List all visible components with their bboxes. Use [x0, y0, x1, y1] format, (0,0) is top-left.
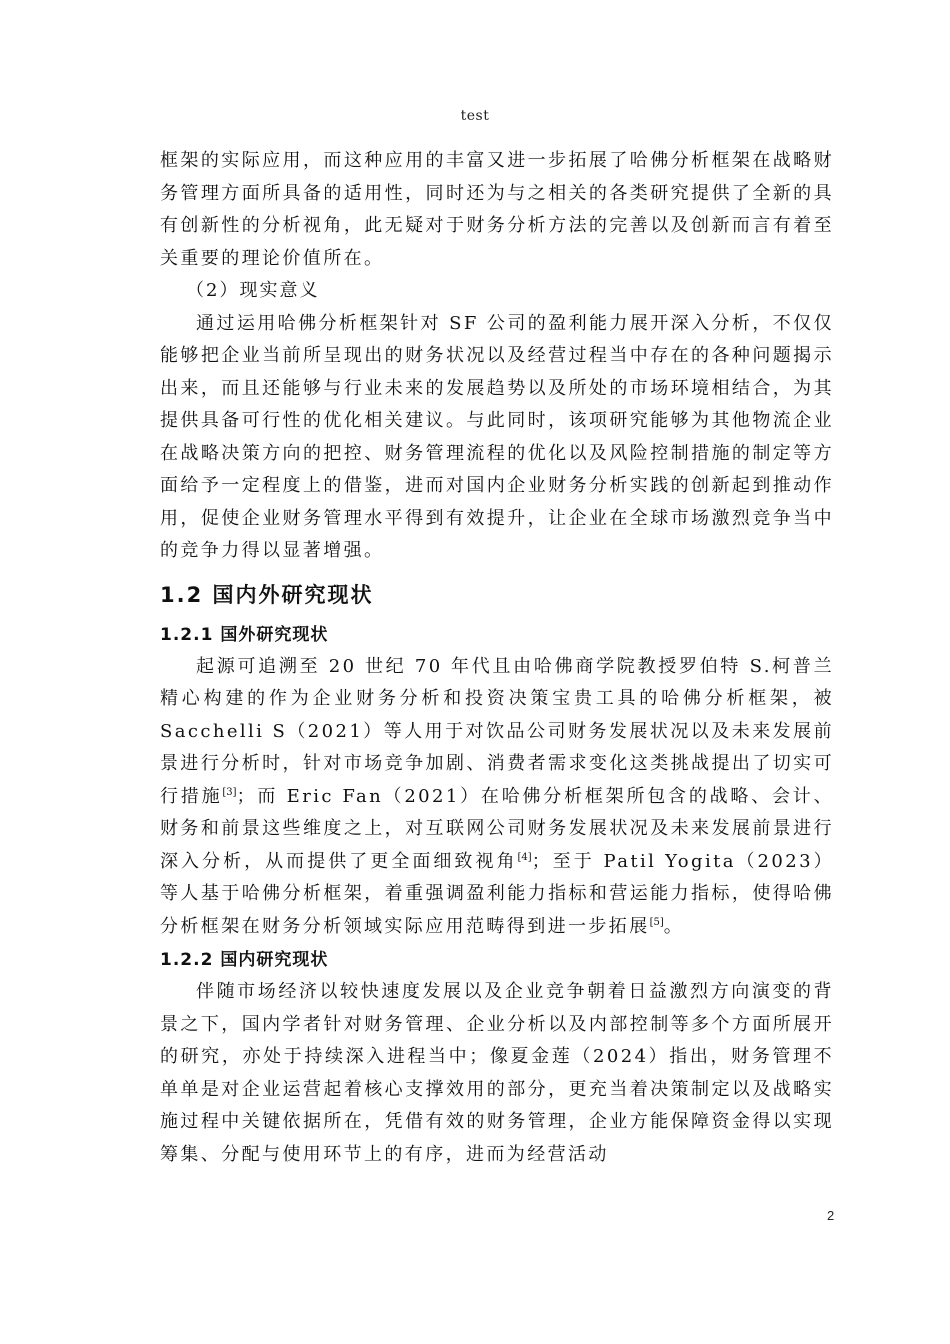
- page-header: test: [460, 108, 490, 124]
- page-body: [160, 145, 834, 1171]
- foreign-text-part-2: ；而 Eric Fan（2021）在哈佛分析框架所包含的战略、会计、财务和前景这些维度之上，对互联网公司财务发展状况及未来发展前景进行深入分析，从而提供了更全面细致视角: [160, 785, 835, 872]
- citation-3: [3]: [222, 786, 237, 798]
- subsection-heading-domestic: 1.2.2 国内研究现状: [160, 950, 329, 970]
- paragraph-foreign-research: [160, 651, 834, 944]
- subheading-practical-significance: （2）现实意义: [186, 280, 320, 301]
- paragraph-practical-significance: 通过运用哈佛分析框架针对 SF 公司的盈利能力展开深入分析，不仅仅能够把企业当前所呈现出的财务状况以及经营过程当中存在的各种问题揭示出来，而且还能够与行业未来的发展趋势以及所处的市场环境相结合，为其提供具备可行性的优化相关建议。与此同时，该项研究能够为其他物流企业在战略决策方向的把控、财务管理流程的优化以及风险控制措施的制定等方面给予一定程度上的借鉴，进而对国内企业财务分析实践的创新起到推动作用，促使企业财务管理水平得到有效提升，让企业在全球市场激烈竞争当中的竞争力得以显著增强。: [160, 312, 834, 561]
- section-heading: 1.2 国内外研究现状: [160, 582, 374, 607]
- paragraph-theoretical-significance-end: 框架的实际应用，而这种应用的丰富又进一步拓展了哈佛分析框架在战略财务管理方面所具备的适用性，同时还为与之相关的各类研究提供了全新的具有创新性的分析视角，此无疑对于财务分析方法的完善以及创新而言有着至关重要的理论价值所在。: [160, 150, 834, 269]
- subsection-heading-foreign: 1.2.1 国外研究现状: [160, 624, 329, 645]
- paragraph-domestic-research: 伴随市场经济以较快速度发展以及企业竞争朝着日益激烈方向演变的背景之下，国内学者针对财务管理、企业分析以及内部控制等多个方面所展开的研究，亦处于持续深入进程当中；像夏金莲（2024）指出，财务管理不单单是对企业运营起着核心支撑效用的部分，更充当着决策制定以及战略实施过程中关键依据所在，凭借有效的财务管理，企业方能保障资金得以实现筹集、分配与使用环节上的有序，进而为经营活动: [160, 981, 834, 1165]
- citation-5: [5]: [649, 916, 664, 928]
- page-number: 2: [827, 1208, 835, 1223]
- foreign-text-part-1: 起源可追溯至 20 世纪 70 年代且由哈佛商学院教授罗伯特 S.柯普兰精心构建的作为企业财务分析和投资决策宝贵工具的哈佛分析框架，被 Sacchelli S（2021）等人用于对饮品公司财务发展状况以及未来发展前景进行分析时，针对市场竞争加剧、消费者需求变化这类挑战提出了切实可行措施: [160, 655, 834, 807]
- foreign-text-part-3: ；至于 Patil Yogita（2023）等人基于哈佛分析框架，着重强调盈利能力指标和营运能力指标，使得哈佛分析框架在财务分析领域实际应用范畴得到进一步拓展: [160, 850, 834, 937]
- foreign-text-part-4: 。: [663, 915, 685, 937]
- citation-4: [4]: [517, 851, 532, 863]
